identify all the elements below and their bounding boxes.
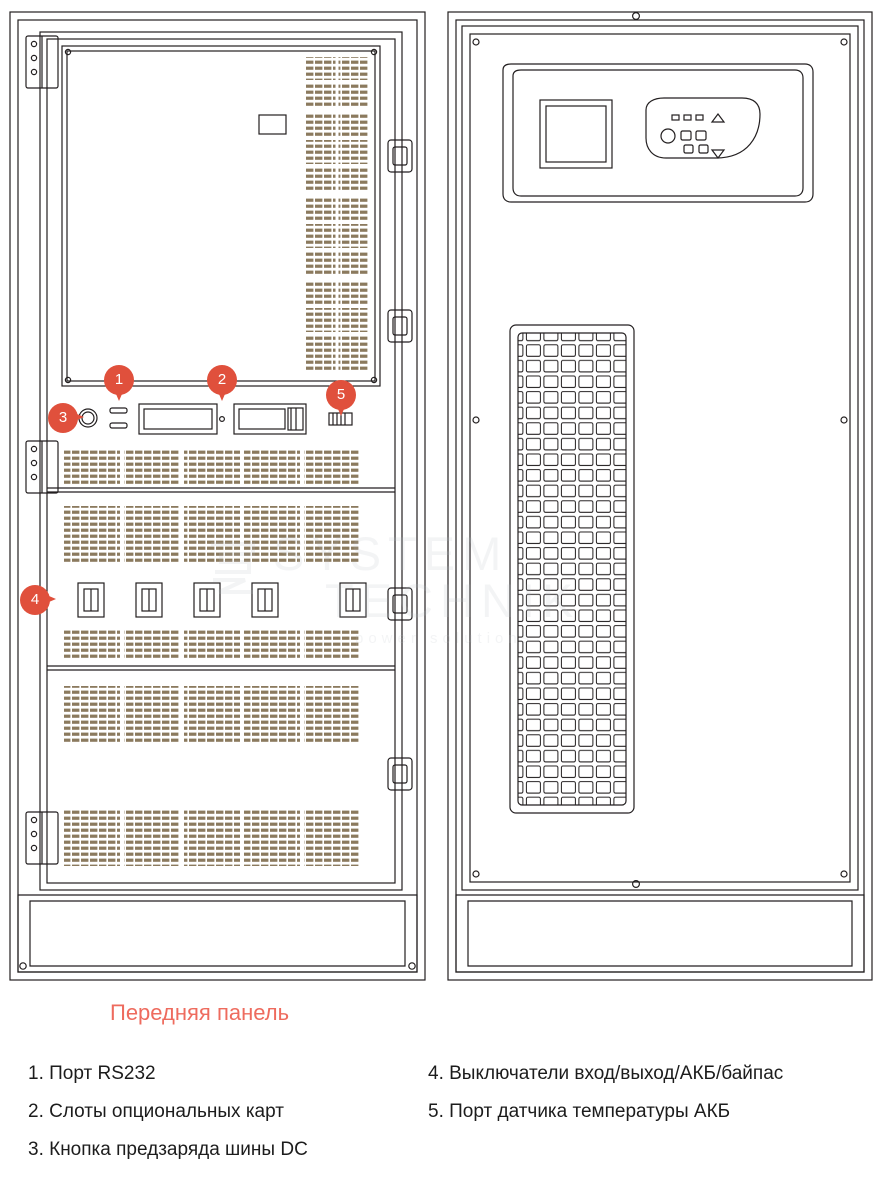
legend-column-left [28,1055,408,1169]
watermark-tagline: power solutions [355,630,535,647]
legend-item: 5. Порт датчика температуры АКБ [428,1101,731,1122]
legend-item: 3. Кнопка предзаряда шины DC [28,1139,308,1160]
callout-1-label: 1 [114,371,124,388]
legend-column-right [428,1055,882,1131]
callout-marker-2 [207,365,237,405]
legend-item: 4. Выключатели вход/выход/АКБ/байпас [428,1063,784,1084]
figure-caption: Передняя панель [110,1000,290,1025]
callout-marker-3 [48,403,78,443]
callout-5-label: 5 [336,386,346,403]
callout-4-label: 4 [30,591,40,608]
legend-item: 2. Слоты опциональных карт [28,1101,284,1122]
callout-2-label: 2 [217,371,227,388]
watermark-line-1: SYSTEM [273,527,509,580]
callout-3-label: 3 [58,409,68,426]
callout-marker-5 [326,380,356,420]
callout-marker-1 [104,365,134,405]
watermark-line-2: TECHNIK [325,574,581,627]
legend-item: 1. Порт RS232 [28,1063,156,1084]
callout-marker-4 [20,585,50,625]
